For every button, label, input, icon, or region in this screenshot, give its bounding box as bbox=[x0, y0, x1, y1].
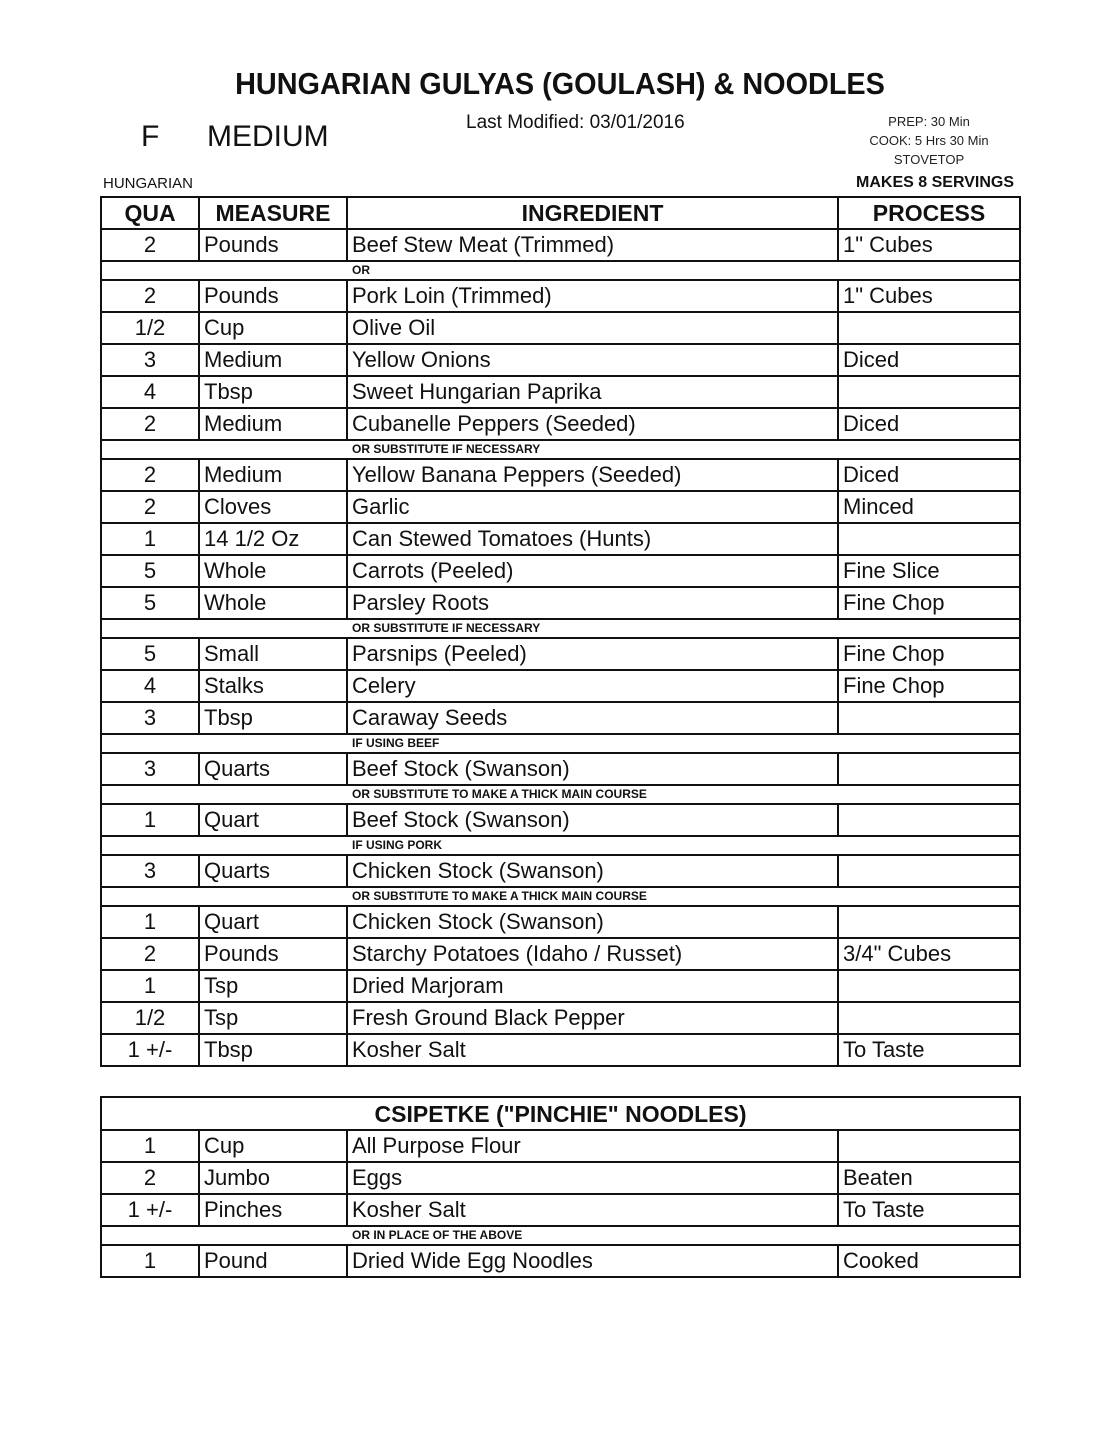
quantity-cell: 1 bbox=[101, 906, 199, 938]
measure-cell: Cup bbox=[199, 1130, 347, 1162]
measure-cell: Medium bbox=[199, 344, 347, 376]
quantity-cell: 1 +/- bbox=[101, 1194, 199, 1226]
process-cell: To Taste bbox=[838, 1034, 1020, 1066]
quantity-cell: 1 +/- bbox=[101, 1034, 199, 1066]
process-cell: Diced bbox=[838, 344, 1020, 376]
ingredient-row bbox=[101, 938, 1020, 970]
substitution-note: IF USING PORK bbox=[101, 836, 1020, 855]
substitution-note: OR bbox=[101, 261, 1020, 280]
quantity-cell: 2 bbox=[101, 280, 199, 312]
measure-cell: Quart bbox=[199, 906, 347, 938]
ingredient-row bbox=[101, 459, 1020, 491]
ingredient-row bbox=[101, 702, 1020, 734]
process-cell: Beaten bbox=[838, 1162, 1020, 1194]
process-cell: 3/4" Cubes bbox=[838, 938, 1020, 970]
ingredient-row bbox=[101, 1002, 1020, 1034]
process-cell bbox=[838, 312, 1020, 344]
process-cell bbox=[838, 1002, 1020, 1034]
measure-cell: Tbsp bbox=[199, 1034, 347, 1066]
note-row bbox=[101, 887, 1020, 906]
column-header-ingredient: INGREDIENT bbox=[347, 197, 838, 229]
measure-cell: Whole bbox=[199, 555, 347, 587]
measure-cell: Medium bbox=[199, 459, 347, 491]
time-info bbox=[840, 112, 1018, 169]
measure-cell: Quarts bbox=[199, 753, 347, 785]
quantity-cell: 4 bbox=[101, 376, 199, 408]
ingredient-row bbox=[101, 804, 1020, 836]
measure-cell: Small bbox=[199, 638, 347, 670]
note-row bbox=[101, 836, 1020, 855]
quantity-cell: 1 bbox=[101, 1130, 199, 1162]
measure-cell: Jumbo bbox=[199, 1162, 347, 1194]
measure-cell: Whole bbox=[199, 587, 347, 619]
ingredient-row bbox=[101, 970, 1020, 1002]
note-row bbox=[101, 734, 1020, 753]
substitution-note: OR SUBSTITUTE IF NECESSARY bbox=[101, 440, 1020, 459]
measure-cell: Tbsp bbox=[199, 376, 347, 408]
quantity-cell: 2 bbox=[101, 1162, 199, 1194]
quantity-cell: 5 bbox=[101, 555, 199, 587]
ingredient-row bbox=[101, 408, 1020, 440]
process-cell bbox=[838, 1130, 1020, 1162]
ingredient-cell: Beef Stock (Swanson) bbox=[347, 753, 838, 785]
servings-label: MAKES 8 SERVINGS bbox=[856, 174, 1014, 191]
measure-cell: Cup bbox=[199, 312, 347, 344]
last-modified-date: Last Modified: 03/01/2016 bbox=[466, 112, 685, 133]
ingredient-cell: Chicken Stock (Swanson) bbox=[347, 855, 838, 887]
column-header-quantity: QUA bbox=[101, 197, 199, 229]
ingredient-cell: Garlic bbox=[347, 491, 838, 523]
recipe-grade: F bbox=[141, 120, 160, 153]
ingredient-cell: Carrots (Peeled) bbox=[347, 555, 838, 587]
ingredient-cell: Beef Stew Meat (Trimmed) bbox=[347, 229, 838, 261]
substitution-note: IF USING BEEF bbox=[101, 734, 1020, 753]
note-row bbox=[101, 440, 1020, 459]
measure-cell: Tbsp bbox=[199, 702, 347, 734]
measure-cell: Pounds bbox=[199, 280, 347, 312]
process-cell bbox=[838, 804, 1020, 836]
ingredient-row bbox=[101, 229, 1020, 261]
measure-cell: Quarts bbox=[199, 855, 347, 887]
quantity-cell: 2 bbox=[101, 491, 199, 523]
quantity-cell: 2 bbox=[101, 459, 199, 491]
process-cell: Fine Slice bbox=[838, 555, 1020, 587]
ingredient-cell: Sweet Hungarian Paprika bbox=[347, 376, 838, 408]
ingredient-row bbox=[101, 753, 1020, 785]
measure-cell: Tsp bbox=[199, 1002, 347, 1034]
ingredient-row bbox=[101, 1034, 1020, 1066]
measure-cell: Tsp bbox=[199, 970, 347, 1002]
ingredient-row bbox=[101, 1245, 1020, 1277]
cuisine-label: HUNGARIAN bbox=[103, 175, 194, 192]
process-cell bbox=[838, 855, 1020, 887]
cook-time: COOK: 5 Hrs 30 Min bbox=[869, 133, 989, 148]
ingredient-row bbox=[101, 906, 1020, 938]
quantity-cell: 2 bbox=[101, 938, 199, 970]
recipe-title: HUNGARIAN GULYAS (GOULASH) & NOODLES bbox=[235, 66, 885, 101]
table-header-row bbox=[101, 197, 1020, 229]
ingredient-cell: Cubanelle Peppers (Seeded) bbox=[347, 408, 838, 440]
ingredient-cell: Starchy Potatoes (Idaho / Russet) bbox=[347, 938, 838, 970]
quantity-cell: 1/2 bbox=[101, 1002, 199, 1034]
ingredient-cell: Fresh Ground Black Pepper bbox=[347, 1002, 838, 1034]
ingredient-row bbox=[101, 587, 1020, 619]
ingredient-cell: Beef Stock (Swanson) bbox=[347, 804, 838, 836]
ingredient-cell: Dried Wide Egg Noodles bbox=[347, 1245, 838, 1277]
section-title-row bbox=[101, 1097, 1020, 1130]
quantity-cell: 4 bbox=[101, 670, 199, 702]
measure-cell: Quart bbox=[199, 804, 347, 836]
ingredient-cell: Yellow Onions bbox=[347, 344, 838, 376]
process-cell: Diced bbox=[838, 459, 1020, 491]
difficulty-level: MEDIUM bbox=[207, 120, 329, 153]
quantity-cell: 3 bbox=[101, 344, 199, 376]
ingredient-cell: Parsnips (Peeled) bbox=[347, 638, 838, 670]
ingredient-row bbox=[101, 523, 1020, 555]
quantity-cell: 3 bbox=[101, 855, 199, 887]
prep-time: PREP: 30 Min bbox=[888, 114, 970, 129]
column-header-process: PROCESS bbox=[838, 197, 1020, 229]
quantity-cell: 3 bbox=[101, 753, 199, 785]
ingredient-cell: Can Stewed Tomatoes (Hunts) bbox=[347, 523, 838, 555]
quantity-cell: 5 bbox=[101, 638, 199, 670]
substitution-note: OR SUBSTITUTE TO MAKE A THICK MAIN COURSE bbox=[101, 785, 1020, 804]
measure-cell: Medium bbox=[199, 408, 347, 440]
ingredient-row bbox=[101, 491, 1020, 523]
ingredient-row bbox=[101, 555, 1020, 587]
ingredient-row bbox=[101, 638, 1020, 670]
ingredient-cell: Olive Oil bbox=[347, 312, 838, 344]
measure-cell: Pinches bbox=[199, 1194, 347, 1226]
cook-method: STOVETOP bbox=[893, 152, 965, 167]
measure-cell: 14 1/2 Oz bbox=[199, 523, 347, 555]
process-cell: Minced bbox=[838, 491, 1020, 523]
substitution-note: OR SUBSTITUTE IF NECESSARY bbox=[101, 619, 1020, 638]
ingredients-table bbox=[100, 196, 1021, 1067]
note-row bbox=[101, 785, 1020, 804]
column-header-measure: MEASURE bbox=[199, 197, 347, 229]
process-cell: 1" Cubes bbox=[838, 280, 1020, 312]
process-cell: Fine Chop bbox=[838, 670, 1020, 702]
noodles-section-title: CSIPETKE ("PINCHIE" NOODLES) bbox=[101, 1097, 1020, 1130]
measure-cell: Pound bbox=[199, 1245, 347, 1277]
process-cell: Diced bbox=[838, 408, 1020, 440]
quantity-cell: 1 bbox=[101, 804, 199, 836]
quantity-cell: 1 bbox=[101, 970, 199, 1002]
quantity-cell: 1/2 bbox=[101, 312, 199, 344]
process-cell bbox=[838, 970, 1020, 1002]
ingredient-row bbox=[101, 670, 1020, 702]
noodles-table bbox=[100, 1096, 1021, 1278]
measure-cell: Stalks bbox=[199, 670, 347, 702]
process-cell bbox=[838, 376, 1020, 408]
quantity-cell: 3 bbox=[101, 702, 199, 734]
ingredient-cell: Kosher Salt bbox=[347, 1194, 838, 1226]
measure-cell: Cloves bbox=[199, 491, 347, 523]
process-cell: Cooked bbox=[838, 1245, 1020, 1277]
ingredient-row bbox=[101, 855, 1020, 887]
ingredient-cell: Eggs bbox=[347, 1162, 838, 1194]
process-cell: 1" Cubes bbox=[838, 229, 1020, 261]
ingredient-row bbox=[101, 1130, 1020, 1162]
ingredient-row bbox=[101, 1194, 1020, 1226]
substitution-note: OR SUBSTITUTE TO MAKE A THICK MAIN COURSE bbox=[101, 887, 1020, 906]
process-cell bbox=[838, 702, 1020, 734]
process-cell: To Taste bbox=[838, 1194, 1020, 1226]
ingredient-cell: Celery bbox=[347, 670, 838, 702]
ingredient-cell: Chicken Stock (Swanson) bbox=[347, 906, 838, 938]
substitution-note: OR IN PLACE OF THE ABOVE bbox=[101, 1226, 1020, 1245]
note-row bbox=[101, 619, 1020, 638]
ingredient-row bbox=[101, 312, 1020, 344]
process-cell: Fine Chop bbox=[838, 638, 1020, 670]
note-row bbox=[101, 1226, 1020, 1245]
measure-cell: Pounds bbox=[199, 938, 347, 970]
ingredient-cell: Dried Marjoram bbox=[347, 970, 838, 1002]
ingredient-cell: Pork Loin (Trimmed) bbox=[347, 280, 838, 312]
ingredient-row bbox=[101, 376, 1020, 408]
measure-cell: Pounds bbox=[199, 229, 347, 261]
ingredient-row bbox=[101, 280, 1020, 312]
ingredient-cell: Caraway Seeds bbox=[347, 702, 838, 734]
process-cell bbox=[838, 753, 1020, 785]
note-row bbox=[101, 261, 1020, 280]
ingredient-cell: Yellow Banana Peppers (Seeded) bbox=[347, 459, 838, 491]
process-cell bbox=[838, 906, 1020, 938]
quantity-cell: 1 bbox=[101, 1245, 199, 1277]
ingredient-row bbox=[101, 1162, 1020, 1194]
quantity-cell: 1 bbox=[101, 523, 199, 555]
ingredient-cell: Parsley Roots bbox=[347, 587, 838, 619]
process-cell: Fine Chop bbox=[838, 587, 1020, 619]
quantity-cell: 5 bbox=[101, 587, 199, 619]
ingredient-cell: All Purpose Flour bbox=[347, 1130, 838, 1162]
ingredient-row bbox=[101, 344, 1020, 376]
ingredient-cell: Kosher Salt bbox=[347, 1034, 838, 1066]
quantity-cell: 2 bbox=[101, 408, 199, 440]
quantity-cell: 2 bbox=[101, 229, 199, 261]
process-cell bbox=[838, 523, 1020, 555]
